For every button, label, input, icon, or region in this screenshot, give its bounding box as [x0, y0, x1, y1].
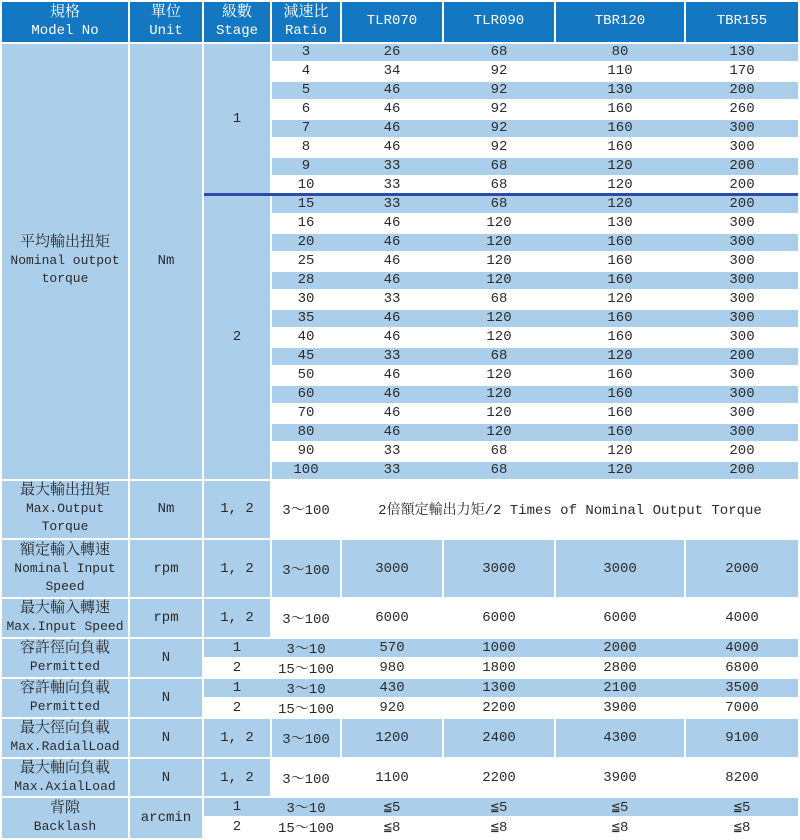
header-ratio-en: Ratio — [284, 22, 327, 39]
header-ratio — [272, 2, 340, 42]
table-row — [272, 177, 798, 194]
value-cell-tbr120: 130 — [556, 82, 684, 99]
value-cell-tlr070: 46 — [342, 405, 442, 422]
value-cell-tbr155: 2000 — [686, 540, 798, 597]
value-cell-tbr155: 130 — [686, 44, 798, 61]
value-cell-tlr070: 46 — [342, 367, 442, 384]
label-zh: 容許徑向負載 — [19, 640, 110, 658]
row-label-max-radial — [2, 719, 128, 757]
value-cell-tbr120: 120 — [556, 177, 684, 194]
value-cell-tbr155: 300 — [686, 120, 798, 137]
label-zh: 最大輸入轉速 — [19, 600, 110, 618]
label-en: Backlash — [33, 819, 97, 835]
value-cell-tlr090: ≦5 — [444, 798, 554, 816]
ratio-cell: 35 — [272, 310, 340, 327]
value-cell-tlr090: 92 — [444, 82, 554, 99]
ratio-cell: 3～10 — [272, 798, 340, 816]
table-row — [272, 367, 798, 384]
ratio-cell: 40 — [272, 329, 340, 346]
stage-cell: 1, 2 — [204, 719, 270, 757]
nominal-output-torque-section — [2, 44, 798, 479]
stage-cell: 1 — [204, 639, 270, 657]
value-cell-tlr070: 46 — [342, 424, 442, 441]
value-cell-tlr090: 68 — [444, 196, 554, 213]
value-cell-tlr090: 92 — [444, 63, 554, 80]
label-en: Max.AxialLoad — [14, 778, 116, 794]
table-row — [272, 405, 798, 422]
label-zh: 平均輸出扭矩 — [19, 234, 110, 252]
table-row — [272, 310, 798, 327]
value-cell-tbr155: 300 — [686, 405, 798, 422]
label-zh: 最大輸出扭矩 — [19, 482, 110, 500]
value-cell-tlr070: 46 — [342, 82, 442, 99]
value-cell-tbr155: 200 — [686, 82, 798, 99]
value-cell-tbr155: 200 — [686, 462, 798, 479]
value-cell-tlr090: 120 — [444, 253, 554, 270]
value-cell-tbr155: 6800 — [686, 659, 798, 677]
max-axial-load-row — [2, 759, 798, 797]
value-cell-tlr070: 46 — [342, 272, 442, 289]
value-cell-tbr120: 130 — [556, 215, 684, 232]
value-cell-tlr090: 120 — [444, 386, 554, 403]
unit-cell: N — [130, 639, 202, 677]
value-cell-tlr090: 68 — [444, 443, 554, 460]
value-cell-tbr155: 200 — [686, 196, 798, 213]
ratio-cell: 28 — [272, 272, 340, 289]
value-cell-tlr090: 68 — [444, 291, 554, 308]
permitted-radial-load-row — [2, 639, 798, 677]
value-cell-tbr155: 3500 — [686, 679, 798, 697]
stage-cell: 2 — [204, 659, 270, 677]
value-cell-tlr090: 68 — [444, 44, 554, 61]
table-row — [272, 44, 798, 61]
value-cell-tbr155: 300 — [686, 424, 798, 441]
table-row — [272, 443, 798, 460]
table-row — [272, 329, 798, 346]
table-row — [272, 215, 798, 232]
value-cell-tbr120: 6000 — [556, 599, 684, 637]
value-cell-tbr120: 160 — [556, 234, 684, 251]
value-cell-tbr155: 300 — [686, 234, 798, 251]
ratio-cell: 20 — [272, 234, 340, 251]
backlash-row — [2, 798, 798, 838]
unit-cell: N — [130, 759, 202, 797]
table-row — [204, 818, 798, 836]
value-cell-tbr120: 160 — [556, 310, 684, 327]
ratio-cell: 30 — [272, 291, 340, 308]
value-cell-tlr090: 92 — [444, 120, 554, 137]
value-cell-tlr070: 46 — [342, 310, 442, 327]
stage-cell: 1 — [204, 798, 270, 816]
ratio-cell: 7 — [272, 120, 340, 137]
header-ratio-zh: 減速比 — [283, 3, 329, 21]
stage-cell: 1, 2 — [204, 599, 270, 637]
table-row — [204, 679, 798, 697]
value-cell-tlr090: 120 — [444, 405, 554, 422]
row-label-permitted-axial — [2, 679, 128, 717]
ratio-cell: 3～100 — [272, 540, 340, 597]
unit-cell: N — [130, 719, 202, 757]
value-cell-tbr155: 300 — [686, 139, 798, 156]
value-cell-tlr090: 68 — [444, 158, 554, 175]
ratio-cell: 100 — [272, 462, 340, 479]
ratio-cell: 50 — [272, 367, 340, 384]
value-cell-tbr155: 300 — [686, 329, 798, 346]
value-cell-tlr090: 92 — [444, 101, 554, 118]
header-stage — [204, 2, 270, 42]
merged-note-cell: 2倍額定輸出力矩/2 Times of Nominal Output Torque — [342, 481, 798, 538]
value-cell-tbr155: 200 — [686, 348, 798, 365]
label-en-1: Nominal outpot — [10, 253, 120, 269]
value-cell-tlr090: 1300 — [444, 679, 554, 697]
value-cell-tbr120: 160 — [556, 367, 684, 384]
ratio-cell: 5 — [272, 82, 340, 99]
unit-cell: rpm — [130, 540, 202, 597]
stage-1-rows — [272, 44, 798, 194]
value-cell-tlr070: 46 — [342, 139, 442, 156]
stage-cell: 2 — [204, 699, 270, 717]
ratio-cell: 45 — [272, 348, 340, 365]
value-cell-tbr155: ≦5 — [686, 798, 798, 816]
unit-cell: Nm — [130, 481, 202, 538]
table-row — [272, 63, 798, 80]
stage-2-rows — [272, 196, 798, 479]
value-cell-tlr070: ≦8 — [342, 818, 442, 836]
unit-cell: rpm — [130, 599, 202, 637]
value-cell-tlr070: 33 — [342, 462, 442, 479]
ratio-cell: 4 — [272, 63, 340, 80]
value-cell-tlr090: ≦8 — [444, 818, 554, 836]
value-cell-tbr120: 160 — [556, 139, 684, 156]
value-cell-tbr120: 120 — [556, 158, 684, 175]
table-row — [272, 253, 798, 270]
ratio-cell: 6 — [272, 101, 340, 118]
max-input-speed-row — [2, 599, 798, 637]
value-cell-tlr070: 46 — [342, 253, 442, 270]
value-cell-tbr155: 300 — [686, 291, 798, 308]
value-cell-tbr120: 2000 — [556, 639, 684, 657]
max-radial-load-row — [2, 719, 798, 757]
ratio-cell: 60 — [272, 386, 340, 403]
value-cell-tbr120: 160 — [556, 424, 684, 441]
value-cell-tlr090: 3000 — [444, 540, 554, 597]
permitted-axial-load-row — [2, 679, 798, 717]
stage-cell: 1 — [204, 679, 270, 697]
value-cell-tlr070: 3000 — [342, 540, 442, 597]
value-cell-tlr070: 33 — [342, 348, 442, 365]
value-cell-tlr070: 33 — [342, 291, 442, 308]
header-model-tlr090: TLR090 — [444, 2, 554, 42]
table-row — [272, 272, 798, 289]
stage-1-group — [204, 44, 798, 194]
ratio-cell: 8 — [272, 139, 340, 156]
value-cell-tbr155: 300 — [686, 367, 798, 384]
unit-cell: N — [130, 679, 202, 717]
ratio-cell: 3 — [272, 44, 340, 61]
table-row — [272, 424, 798, 441]
table-row — [272, 386, 798, 403]
value-cell-tbr120: 3900 — [556, 759, 684, 797]
value-cell-tbr155: 200 — [686, 177, 798, 194]
ratio-cell: 3～100 — [272, 719, 340, 757]
ratio-cell: 15～100 — [272, 818, 340, 836]
value-cell-tlr070: 46 — [342, 120, 442, 137]
value-cell-tbr155: 170 — [686, 63, 798, 80]
stage-cell: 1, 2 — [204, 540, 270, 597]
value-cell-tbr155: ≦8 — [686, 818, 798, 836]
row-label-permitted-radial — [2, 639, 128, 677]
header-stage-en: Stage — [215, 22, 258, 39]
value-cell-tlr070: 33 — [342, 177, 442, 194]
header-stage-zh: 級數 — [221, 3, 252, 21]
label-en-2: torque — [41, 271, 89, 287]
ratio-cell: 3～100 — [272, 599, 340, 637]
value-cell-tbr155: 260 — [686, 101, 798, 118]
value-cell-tbr155: 9100 — [686, 719, 798, 757]
value-cell-tlr070: 46 — [342, 329, 442, 346]
table-row — [272, 82, 798, 99]
row-label-max-input-speed — [2, 599, 128, 637]
value-cell-tbr155: 200 — [686, 443, 798, 460]
stage-cell: 2 — [204, 818, 270, 836]
ratio-cell: 70 — [272, 405, 340, 422]
header-model-tbr120: TBR120 — [556, 2, 684, 42]
row-label-backlash — [2, 798, 128, 838]
value-cell-tlr070: ≦5 — [342, 798, 442, 816]
value-cell-tbr155: 4000 — [686, 599, 798, 637]
label-zh: 背隙 — [49, 800, 80, 818]
row-label-nominal-output-torque — [2, 44, 128, 479]
permitted-radial-subrows — [204, 639, 798, 677]
header-model-tbr155: TBR155 — [686, 2, 798, 42]
header-unit-zh: 單位 — [150, 3, 181, 21]
value-cell-tlr090: 120 — [444, 272, 554, 289]
value-cell-tlr070: 34 — [342, 63, 442, 80]
table-row — [204, 659, 798, 677]
row-label-nominal-input-speed — [2, 540, 128, 597]
value-cell-tlr070: 570 — [342, 639, 442, 657]
value-cell-tlr070: 26 — [342, 44, 442, 61]
label-en: Permitted — [29, 659, 101, 675]
label-en: Permitted — [29, 699, 101, 715]
value-cell-tlr070: 1200 — [342, 719, 442, 757]
value-cell-tbr155: 7000 — [686, 699, 798, 717]
value-cell-tbr120: 120 — [556, 462, 684, 479]
table-row — [204, 798, 798, 816]
value-cell-tlr090: 1000 — [444, 639, 554, 657]
ratio-cell: 15 — [272, 196, 340, 213]
row-label-max-axial — [2, 759, 128, 797]
table-row — [272, 120, 798, 137]
value-cell-tbr120: 120 — [556, 196, 684, 213]
value-cell-tbr120: 2100 — [556, 679, 684, 697]
table-row — [272, 196, 798, 213]
header-model-en: Model No — [31, 22, 99, 39]
value-cell-tlr090: 68 — [444, 462, 554, 479]
label-en-1: Nominal Input — [14, 560, 116, 576]
value-cell-tbr120: 120 — [556, 291, 684, 308]
permitted-axial-subrows — [204, 679, 798, 717]
value-cell-tlr070: 980 — [342, 659, 442, 677]
backlash-subrows — [204, 798, 798, 838]
ratio-cell: 25 — [272, 253, 340, 270]
value-cell-tlr070: 46 — [342, 386, 442, 403]
value-cell-tbr120: 80 — [556, 44, 684, 61]
header-unit — [130, 2, 202, 42]
label-en-2: Torque — [41, 519, 89, 535]
value-cell-tbr120: 120 — [556, 443, 684, 460]
row-label-max-output-torque — [2, 481, 128, 538]
ratio-cell: 9 — [272, 158, 340, 175]
ratio-cell: 90 — [272, 443, 340, 460]
value-cell-tbr155: 200 — [686, 158, 798, 175]
ratio-cell: 3～10 — [272, 639, 340, 657]
value-cell-tlr070: 920 — [342, 699, 442, 717]
label-zh: 額定輸入轉速 — [19, 541, 110, 559]
value-cell-tbr155: 300 — [686, 253, 798, 270]
table-row — [272, 158, 798, 175]
value-cell-tlr070: 46 — [342, 215, 442, 232]
value-cell-tbr120: 2800 — [556, 659, 684, 677]
label-en-2: Speed — [45, 578, 85, 594]
ratio-cell: 3～100 — [272, 759, 340, 797]
label-en: Max.Input Speed — [6, 619, 124, 635]
label-zh: 最大徑向負載 — [19, 719, 110, 737]
value-cell-tlr090: 2400 — [444, 719, 554, 757]
value-cell-tbr155: 300 — [686, 215, 798, 232]
value-cell-tbr120: 160 — [556, 272, 684, 289]
value-cell-tbr120: 160 — [556, 329, 684, 346]
table-header — [2, 2, 798, 42]
value-cell-tbr155: 300 — [686, 386, 798, 403]
value-cell-tlr070: 6000 — [342, 599, 442, 637]
value-cell-tlr090: 120 — [444, 310, 554, 327]
value-cell-tbr155: 300 — [686, 272, 798, 289]
table-row — [272, 462, 798, 479]
ratio-cell: 15～100 — [272, 699, 340, 717]
header-model-zh: 規格 — [49, 3, 80, 21]
value-cell-tbr155: 8200 — [686, 759, 798, 797]
ratio-cell: 80 — [272, 424, 340, 441]
value-cell-tlr070: 430 — [342, 679, 442, 697]
unit-cell: Nm — [130, 44, 202, 479]
ratio-cell: 10 — [272, 177, 340, 194]
unit-cell: arcmin — [130, 798, 202, 838]
value-cell-tlr070: 1100 — [342, 759, 442, 797]
value-cell-tlr090: 68 — [444, 348, 554, 365]
table-row — [204, 639, 798, 657]
table-row — [272, 291, 798, 308]
value-cell-tlr090: 2200 — [444, 699, 554, 717]
value-cell-tlr090: 1800 — [444, 659, 554, 677]
value-cell-tbr155: 300 — [686, 310, 798, 327]
value-cell-tlr070: 46 — [342, 234, 442, 251]
ratio-cell: 3～10 — [272, 679, 340, 697]
value-cell-tbr120: 4300 — [556, 719, 684, 757]
value-cell-tlr090: 120 — [444, 215, 554, 232]
value-cell-tlr090: 120 — [444, 329, 554, 346]
value-cell-tbr120: 160 — [556, 405, 684, 422]
header-unit-en: Unit — [149, 22, 183, 39]
table-row — [272, 139, 798, 156]
nominal-input-speed-row — [2, 540, 798, 597]
value-cell-tbr120: 3000 — [556, 540, 684, 597]
value-cell-tlr090: 92 — [444, 139, 554, 156]
ratio-cell: 15～100 — [272, 659, 340, 677]
value-cell-tbr120: 160 — [556, 120, 684, 137]
stage-cell: 1, 2 — [204, 481, 270, 538]
value-cell-tlr070: 46 — [342, 101, 442, 118]
stage-2-group — [204, 196, 798, 479]
value-cell-tbr120: 110 — [556, 63, 684, 80]
label-zh: 容許軸向負載 — [19, 680, 110, 698]
value-cell-tbr120: ≦8 — [556, 818, 684, 836]
value-cell-tlr090: 120 — [444, 234, 554, 251]
table-row — [272, 348, 798, 365]
value-cell-tlr090: 68 — [444, 177, 554, 194]
value-cell-tbr120: ≦5 — [556, 798, 684, 816]
value-cell-tbr120: 160 — [556, 386, 684, 403]
table-row — [204, 699, 798, 717]
value-cell-tlr090: 2200 — [444, 759, 554, 797]
table-row — [272, 234, 798, 251]
table-row — [272, 101, 798, 118]
value-cell-tlr070: 33 — [342, 158, 442, 175]
value-cell-tbr120: 160 — [556, 253, 684, 270]
header-model-tlr070: TLR070 — [342, 2, 442, 42]
max-output-torque-row — [2, 481, 798, 538]
ratio-cell: 16 — [272, 215, 340, 232]
stage-divider-line — [204, 193, 798, 196]
label-zh: 最大軸向負載 — [19, 759, 110, 777]
value-cell-tbr155: 4000 — [686, 639, 798, 657]
value-cell-tlr090: 120 — [444, 367, 554, 384]
stage-cell: 1, 2 — [204, 759, 270, 797]
stage-2-cell: 2 — [204, 196, 270, 479]
header-model-no — [2, 2, 128, 42]
value-cell-tbr120: 160 — [556, 101, 684, 118]
stage-1-cell: 1 — [204, 44, 270, 194]
value-cell-tlr070: 33 — [342, 196, 442, 213]
value-cell-tlr090: 120 — [444, 424, 554, 441]
label-en-1: Max.Output — [25, 501, 104, 517]
value-cell-tlr070: 33 — [342, 443, 442, 460]
value-cell-tbr120: 3900 — [556, 699, 684, 717]
ratio-cell: 3～100 — [272, 481, 340, 538]
value-cell-tbr120: 120 — [556, 348, 684, 365]
value-cell-tlr090: 6000 — [444, 599, 554, 637]
label-en: Max.RadialLoad — [10, 738, 120, 754]
